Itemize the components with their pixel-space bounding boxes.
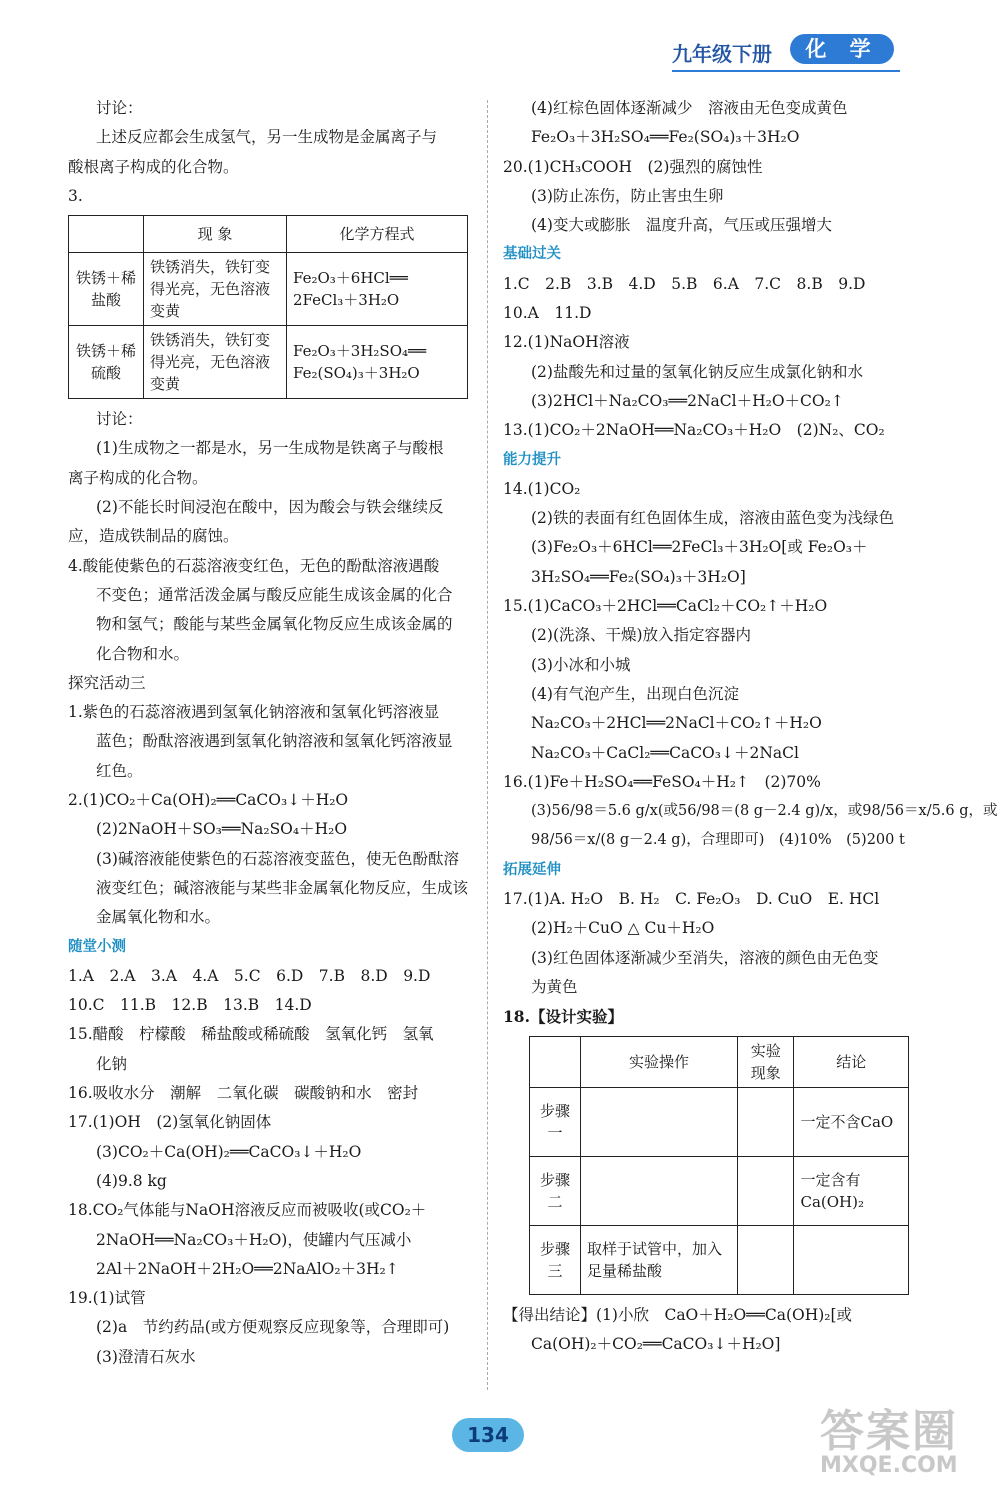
text-line: 15.醋酸 柠檬酸 稀盐酸或稀硫酸 氢氧化钙 氢氧 — [68, 1025, 434, 1044]
table-cell: 步骤一 — [530, 1087, 581, 1156]
text-line: 12.(1)NaOH溶液 — [503, 333, 630, 352]
text-line: (3)2HCl＋Na₂CO₃══2NaCl＋H₂O＋CO₂↑ — [531, 391, 844, 410]
header-rule — [672, 70, 900, 72]
table-cell: 铁锈消失，铁钉变得光亮，无色溶液变黄 — [144, 326, 287, 399]
text-line: 化钠 — [96, 1054, 128, 1073]
table-cell — [737, 1087, 794, 1156]
text-line: 金属氧化物和水。 — [96, 908, 221, 927]
text-line: 1.C 2.B 3.B 4.D 5.B 6.A 7.C 8.B 9.D — [503, 274, 866, 293]
table-row — [530, 1225, 909, 1294]
text-line: 探究活动三 — [68, 673, 146, 692]
subject-badge: 化 学 — [790, 34, 894, 64]
table-header: 现 象 — [144, 216, 287, 253]
text-line: (2)不能长时间浸泡在酸中，因为酸会与铁会继续反 — [96, 498, 444, 517]
watermark-url: MXQE.COM — [820, 1453, 958, 1478]
experiment-table — [529, 1036, 909, 1295]
text-line: 17.(1)OH (2)氢氧化钠固体 — [68, 1113, 272, 1132]
column-divider — [487, 100, 488, 1390]
text-line: 15.(1)CaCO₃＋2HCl══CaCl₂＋CO₂↑＋H₂O — [503, 597, 828, 616]
table-header: 实验现象 — [737, 1036, 794, 1087]
text-line: 化合物和水。 — [96, 644, 190, 663]
text-line: 红色。 — [96, 761, 143, 780]
section-heading: 能力提升 — [503, 451, 561, 468]
text-line: 3H₂SO₄══Fe₂(SO₄)₃＋3H₂O] — [531, 567, 746, 586]
table-cell — [581, 1087, 738, 1156]
table-row — [69, 326, 468, 399]
text-line: 离子构成的化合物。 — [68, 468, 208, 487]
equation-part: Fe₂O₃＋3H₂SO₄══ — [293, 342, 427, 361]
text-line: (2)(洗涤、干燥)放入指定容器内 — [531, 626, 752, 645]
text-line: 4.酸能使紫色的石蕊溶液变红色，无色的酚酞溶液遇酸 — [68, 556, 440, 575]
text-line: 酸根离子构成的化合物。 — [68, 157, 239, 176]
section-heading: 随堂小测 — [68, 938, 126, 955]
text-line: (2)H₂＋CuO △ Cu＋H₂O — [531, 919, 715, 938]
text-line: (3)56/98＝5.6 g/x(或56/98＝(8 g－2.4 g)/x，或98/56＝x/5.6 g，或 — [531, 803, 998, 820]
table-cell: 步骤三 — [530, 1225, 581, 1294]
text-line: 3. — [68, 186, 83, 205]
page-header — [672, 30, 902, 74]
text-line: (3)CO₂＋Ca(OH)₂══CaCO₃↓＋H₂O — [96, 1142, 362, 1161]
table-header — [530, 1036, 581, 1087]
text-line: (2)盐酸先和过量的氢氧化钠反应生成氯化钠和水 — [531, 362, 863, 381]
table-header: 实验操作 — [581, 1036, 738, 1087]
text-line: (4)变大或膨胀 温度升高，气压或压强增大 — [531, 216, 832, 235]
table-cell: 步骤二 — [530, 1156, 581, 1225]
text-line: (4)9.8 kg — [96, 1171, 167, 1190]
text-line: (3)澄清石灰水 — [96, 1347, 196, 1366]
page-number: 134 — [452, 1418, 524, 1452]
table-cell: 铁锈＋稀盐酸 — [69, 253, 144, 326]
equation-part: 2FeCl₃＋3H₂O — [293, 291, 400, 310]
text-line: (2)2NaOH＋SO₃══Na₂SO₄＋H₂O — [96, 820, 348, 839]
table-cell: 取样于试管中，加入足量稀盐酸 — [581, 1225, 738, 1294]
text-line: 物和氢气；酸能与某些金属氧化物反应生成该金属的 — [96, 615, 453, 634]
text-line: (3)小冰和小城 — [531, 655, 631, 674]
text-line: 2.(1)CO₂＋Ca(OH)₂══CaCO₃↓＋H₂O — [68, 791, 349, 810]
text-line: 应，造成铁制品的腐蚀。 — [68, 527, 239, 546]
text-line: 17.(1)A. H₂O B. H₂ C. Fe₂O₃ D. CuO E. HCl — [503, 890, 880, 909]
text-line: 上述反应都会生成氢气，另一生成物是金属离子与 — [96, 128, 438, 147]
table-header: 结论 — [794, 1036, 909, 1087]
text-line: 【得出结论】(1)小欣 CaO＋H₂O══Ca(OH)₂[或 — [503, 1305, 853, 1324]
text-line: 蓝色；酚酞溶液遇到氢氧化钠溶液和氢氧化钙溶液显 — [96, 732, 453, 751]
text-line: (2)铁的表面有红色固体生成，溶液由蓝色变为浅绿色 — [531, 509, 894, 528]
text-line: 为黄色 — [531, 977, 578, 996]
text-line: 液变红色；碱溶液能与某些非金属氧化物反应，生成该 — [96, 878, 469, 897]
text-line: 讨论： — [96, 410, 143, 429]
text-line: (4)有气泡产生，出现白色沉淀 — [531, 684, 739, 703]
table-cell — [287, 326, 468, 399]
text-line: 20.(1)CH₃COOH (2)强烈的腐蚀性 — [503, 157, 763, 176]
table-cell — [737, 1225, 794, 1294]
text-line: 19.(1)试管 — [68, 1289, 146, 1308]
text-line: (3)防止冻伤，防止害虫生卵 — [531, 186, 724, 205]
section-heading: 拓展延伸 — [503, 861, 561, 878]
text-line: Na₂CO₃＋2HCl══2NaCl＋CO₂↑＋H₂O — [531, 714, 822, 733]
text-line: 14.(1)CO₂ — [503, 479, 581, 498]
reaction-table — [68, 215, 468, 399]
table-cell: 铁锈＋稀硫酸 — [69, 326, 144, 399]
table-row — [69, 253, 468, 326]
grade-label: 九年级下册 — [672, 42, 772, 66]
text-line: 1.紫色的石蕊溶液遇到氢氧化钠溶液和氢氧化钙溶液显 — [68, 703, 440, 722]
table-header: 化学方程式 — [287, 216, 468, 253]
watermark-text: 答案圈 — [820, 1406, 958, 1457]
text-line: 98/56＝x/(8 g－2.4 g)，合理即可) (4)10% (5)200 t — [531, 832, 905, 849]
text-line: 2Al＋2NaOH＋2H₂O══2NaAlO₂＋3H₂↑ — [96, 1259, 399, 1278]
text-line: 16.吸收水分 潮解 二氧化碳 碳酸钠和水 密封 — [68, 1084, 419, 1103]
text-line: Na₂CO₃＋CaCl₂══CaCO₃↓＋2NaCl — [531, 743, 799, 762]
text-line: Fe₂O₃＋3H₂SO₄══Fe₂(SO₄)₃＋3H₂O — [531, 128, 800, 147]
text-line: Ca(OH)₂＋CO₂══CaCO₃↓＋H₂O] — [531, 1334, 781, 1353]
text-line: (4)红棕色固体逐渐减少 溶液由无色变成黄色 — [531, 99, 848, 117]
equation-part: Fe₂(SO₄)₃＋3H₂O — [293, 364, 420, 383]
text-line: 13.(1)CO₂＋2NaOH══Na₂CO₃＋H₂O (2)N₂、CO₂ — [503, 421, 885, 440]
table-cell — [581, 1156, 738, 1225]
text-line: 10.C 11.B 12.B 13.B 14.D — [68, 996, 312, 1015]
table-row — [530, 1087, 909, 1156]
table-cell: 一定含有Ca(OH)₂ — [794, 1156, 909, 1225]
text-line: 1.A 2.A 3.A 4.A 5.C 6.D 7.B 8.D 9.D — [68, 966, 431, 985]
text-line: 16.(1)Fe＋H₂SO₄══FeSO₄＋H₂↑ (2)70% — [503, 772, 821, 791]
text-line: 18.【设计实验】 — [503, 1007, 623, 1027]
table-cell: 一定不含CaO — [794, 1087, 909, 1156]
text-line: 不变色；通常活泼金属与酸反应能生成该金属的化合 — [96, 585, 453, 604]
table-row — [530, 1156, 909, 1225]
text-line: (3)红色固体逐渐减少至消失，溶液的颜色由无色变 — [531, 948, 879, 967]
text-line: 2NaOH══Na₂CO₃＋H₂O)，使罐内气压减小 — [96, 1230, 412, 1249]
text-line: (1)生成物之一都是水，另一生成物是铁离子与酸根 — [96, 439, 444, 458]
text-line: 10.A 11.D — [503, 304, 592, 323]
table-cell — [794, 1225, 909, 1294]
equation-part: Fe₂O₃＋6HCl══ — [293, 269, 408, 288]
section-heading: 基础过关 — [503, 246, 561, 263]
text-line: 18.CO₂气体能与NaOH溶液反应而被吸收(或CO₂＋ — [68, 1201, 427, 1220]
left-column — [68, 94, 473, 1372]
table-cell — [737, 1156, 794, 1225]
right-column — [503, 94, 998, 1359]
table-header — [69, 216, 144, 253]
text-line: (3)碱溶液能使紫色的石蕊溶液变蓝色，使无色酚酞溶 — [96, 849, 459, 868]
text-line: (2)a 节约药品(或方便观察反应现象等，合理即可) — [96, 1318, 450, 1337]
text-line: 讨论： — [96, 99, 143, 117]
table-cell: 铁锈消失，铁钉变得光亮，无色溶液变黄 — [144, 253, 287, 326]
table-cell — [287, 253, 468, 326]
watermark-logo — [820, 1395, 1000, 1490]
text-line: (3)Fe₂O₃＋6HCl══2FeCl₃＋3H₂O[或 Fe₂O₃＋ — [531, 538, 868, 557]
